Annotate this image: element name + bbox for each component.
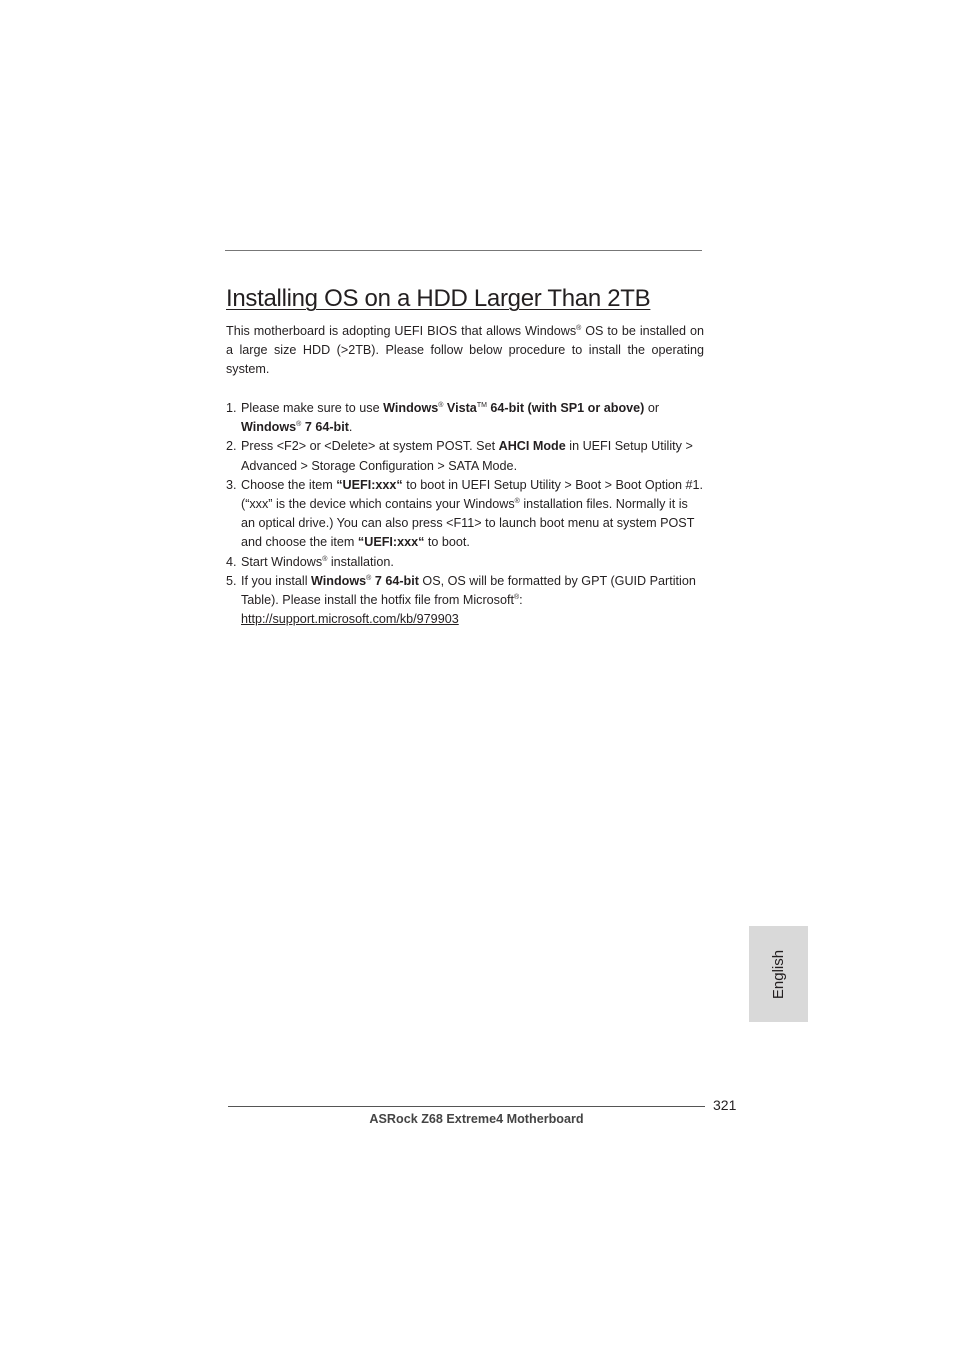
- registered-mark: ®: [438, 402, 444, 409]
- step-bold: 7 64-bit: [301, 420, 349, 435]
- step-text: If you install: [241, 573, 311, 588]
- step-number: 3.: [226, 477, 237, 492]
- step-number: 4.: [226, 554, 237, 569]
- step-text: .: [348, 420, 353, 435]
- step-text: Please make sure to use: [241, 401, 384, 415]
- language-tab-label: English: [769, 949, 787, 999]
- step-text: Start Windows: [241, 554, 323, 569]
- step-4: [226, 553, 704, 572]
- step-text: in UEFI Setup Utility > Advanced > Storage Configuration > SATA Mode.: [241, 439, 693, 473]
- step-bold: Vista: [443, 401, 477, 415]
- registered-mark: ®: [366, 574, 372, 582]
- step-5: [226, 572, 704, 630]
- step-text: or: [644, 401, 660, 415]
- procedure-list: [226, 399, 704, 629]
- step-text: installation files. Normally it is an optical drive.) You can also press <F11> to launch boot menu at system POST and choose the item: [241, 497, 695, 550]
- step-1: [226, 399, 704, 437]
- step-text: :: [519, 593, 523, 608]
- intro-text-a: This motherboard is adopting UEFI BIOS that allows Windows: [226, 324, 577, 338]
- top-divider: [225, 250, 702, 251]
- step-bold: 7 64-bit: [371, 573, 419, 588]
- step-bold: “UEFI:xxx“: [336, 477, 403, 492]
- trademark-mark: TM: [476, 402, 487, 409]
- registered-mark: ®: [514, 498, 520, 506]
- step-bold: Windows: [241, 420, 297, 435]
- hotfix-link[interactable]: http://support.microsoft.com/kb/979903: [241, 612, 459, 627]
- step-number: 5.: [226, 573, 237, 588]
- registered-mark: ®: [296, 421, 302, 429]
- registered-mark: ®: [513, 594, 520, 602]
- intro-paragraph: [226, 322, 704, 379]
- step-text: Press <F2> or <Delete> at system POST. Set: [241, 439, 499, 454]
- step-2: [226, 437, 704, 475]
- registered-mark: ®: [576, 325, 582, 332]
- step-3: [226, 476, 704, 553]
- registered-mark: ®: [322, 555, 328, 563]
- footer-text: ASRock Z68 Extreme4 Motherboard: [369, 1112, 584, 1126]
- step-bold: AHCI Mode: [498, 439, 566, 454]
- language-tab: [749, 926, 808, 1022]
- step-text: OS, OS will be formatted by GPT (GUID Partition Table). Please install the hotfix file from Microsoft: [241, 573, 696, 608]
- step-bold: “UEFI:xxx“: [357, 535, 425, 550]
- step-text: Choose the item: [241, 477, 337, 492]
- step-text: to boot in UEFI Setup Utility > Boot > Boot Option #1. (“xxx” is the device which contains your Windows: [241, 477, 704, 512]
- step-text: to boot.: [424, 535, 470, 550]
- step-bold: Windows: [383, 401, 439, 415]
- page-title: Installing OS on a HDD Larger Than 2TB: [226, 285, 651, 312]
- page-number: 321: [713, 1097, 737, 1113]
- intro-text-b: OS to be installed on a large size HDD (>2TB). Please follow below procedure to install the operating system.: [226, 324, 704, 376]
- bottom-divider: [228, 1106, 705, 1107]
- step-number: 1.: [226, 401, 237, 415]
- step-bold: 64-bit (with SP1 or above): [486, 401, 645, 415]
- step-number: 2.: [226, 439, 237, 454]
- step-bold: Windows: [311, 573, 367, 588]
- step-text: installation.: [327, 554, 394, 569]
